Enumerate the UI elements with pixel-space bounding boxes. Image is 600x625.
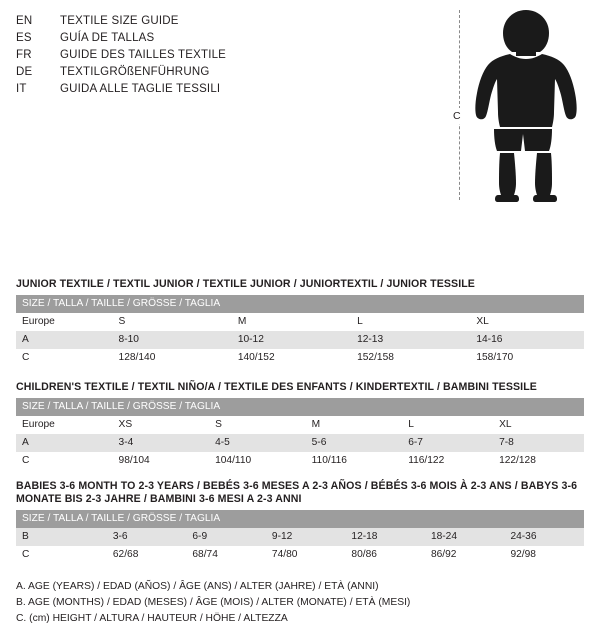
- language-row: [16, 65, 436, 79]
- cell: 128/140: [113, 349, 232, 367]
- language-row: [16, 31, 436, 45]
- table-row: [16, 349, 584, 367]
- measure-label-c: C: [453, 110, 461, 122]
- section-babies: [16, 480, 584, 564]
- table-row: [16, 434, 584, 452]
- column-header-s: S: [113, 313, 232, 331]
- cell: 158/170: [470, 349, 584, 367]
- row-label: Europe: [16, 416, 113, 434]
- cell: 14-16: [470, 331, 584, 349]
- row-label: C: [16, 452, 113, 470]
- cell: 4-5: [209, 434, 306, 452]
- cell: 152/158: [351, 349, 470, 367]
- table-row: [16, 331, 584, 349]
- cell: 3-4: [113, 434, 210, 452]
- cell: 7-8: [493, 434, 584, 452]
- cell: 62/68: [107, 546, 187, 564]
- table-row: [16, 452, 584, 470]
- column-header-xs: XS: [113, 416, 210, 434]
- language-title: GUIDE DES TAILLES TEXTILE: [60, 49, 227, 61]
- language-code: DE: [16, 66, 33, 78]
- language-code: EN: [16, 15, 33, 27]
- column-header-s: S: [209, 416, 306, 434]
- column-header-l: L: [402, 416, 493, 434]
- column-header-m: M: [232, 313, 351, 331]
- column-header-l: L: [351, 313, 470, 331]
- cell: 80/86: [345, 546, 425, 564]
- legend-line-c: C. (cm) HEIGHT / ALTURA / HAUTEUR / HÖHE / ALTEZZA: [16, 613, 288, 624]
- table-header-row: [16, 295, 584, 313]
- section-title: JUNIOR TEXTILE / TEXTIL JUNIOR / TEXTILE JUNIOR / JUNIORTEXTIL / JUNIOR TESSILE: [16, 278, 475, 290]
- cell: 104/110: [209, 452, 306, 470]
- table-header-row: [16, 510, 584, 528]
- cell: 86/92: [425, 546, 505, 564]
- cell: 10-12: [232, 331, 351, 349]
- column-header-m: M: [306, 416, 403, 434]
- child-silhouette-icon: [466, 8, 586, 203]
- size-header-label: SIZE / TALLA / TAILLE / GRÖSSE / TAGLIA: [16, 510, 584, 528]
- row-label: A: [16, 331, 113, 349]
- size-header-label: SIZE / TALLA / TAILLE / GRÖSSE / TAGLIA: [16, 398, 584, 416]
- cell: 74/80: [266, 546, 346, 564]
- size-table-junior: [16, 295, 584, 367]
- cell: 3-6: [107, 528, 187, 546]
- cell: 24-36: [504, 528, 584, 546]
- cell: 8-10: [113, 331, 232, 349]
- cell: 12-18: [345, 528, 425, 546]
- cell: 116/122: [402, 452, 493, 470]
- row-label: A: [16, 434, 113, 452]
- row-label: C: [16, 349, 113, 367]
- cell: 92/98: [504, 546, 584, 564]
- language-header: [16, 14, 436, 96]
- table-row: [16, 546, 584, 564]
- language-title: GUIDA ALLE TAGLIE TESSILI: [60, 83, 221, 95]
- legend-line-b: B. AGE (MONTHS) / EDAD (MESES) / ÂGE (MOIS) / ALTER (MONATE) / ETÀ (MESI): [16, 597, 411, 608]
- cell: 6-7: [402, 434, 493, 452]
- table-row: [16, 416, 584, 434]
- size-table-children: [16, 398, 584, 470]
- height-guide-line: [459, 10, 460, 200]
- cell: 122/128: [493, 452, 584, 470]
- table-row: [16, 313, 584, 331]
- cell: 9-12: [266, 528, 346, 546]
- section-children: [16, 381, 584, 470]
- language-row: [16, 82, 436, 96]
- cell: 140/152: [232, 349, 351, 367]
- section-title: CHILDREN'S TEXTILE / TEXTIL NIÑO/A / TEXTILE DES ENFANTS / KINDERTEXTIL / BAMBINI TESSILE: [16, 381, 537, 393]
- legend: [16, 580, 584, 625]
- language-title: TEXTILGRÖßENFÜHRUNG: [60, 66, 210, 78]
- cell: 110/116: [306, 452, 403, 470]
- language-code: FR: [16, 49, 32, 61]
- cell: 5-6: [306, 434, 403, 452]
- column-header-xl: XL: [493, 416, 584, 434]
- language-row: [16, 48, 436, 62]
- language-title: GUÍA DE TALLAS: [60, 32, 155, 44]
- row-label: B: [16, 528, 107, 546]
- table-header-row: [16, 398, 584, 416]
- cell: 12-13: [351, 331, 470, 349]
- language-row: [16, 14, 436, 28]
- table-row: [16, 528, 584, 546]
- cell: 68/74: [186, 546, 266, 564]
- size-header-label: SIZE / TALLA / TAILLE / GRÖSSE / TAGLIA: [16, 295, 584, 313]
- row-label: Europe: [16, 313, 113, 331]
- column-header-xl: XL: [470, 313, 584, 331]
- size-table-babies: [16, 510, 584, 564]
- cell: 18-24: [425, 528, 505, 546]
- measurement-figure: [440, 8, 590, 208]
- section-junior: [16, 278, 584, 367]
- language-code: ES: [16, 32, 32, 44]
- language-title: TEXTILE SIZE GUIDE: [60, 15, 179, 27]
- cell: 6-9: [186, 528, 266, 546]
- language-code: IT: [16, 83, 27, 95]
- row-label: C: [16, 546, 107, 564]
- legend-line-a: A. AGE (YEARS) / EDAD (AÑOS) / ÂGE (ANS) / ALTER (JAHRE) / ETÀ (ANNI): [16, 581, 379, 592]
- cell: 98/104: [113, 452, 210, 470]
- section-title: BABIES 3-6 MONTH TO 2-3 YEARS / BEBÉS 3-6 MESES A 2-3 AÑOS / BÉBÉS 3-6 MOIS À 2-3 ANS / BABYS 3-6 MONATE BIS 2-3 JAHRE / BAMBINI 3-6 MESI A 2-3 ANNI: [16, 480, 578, 505]
